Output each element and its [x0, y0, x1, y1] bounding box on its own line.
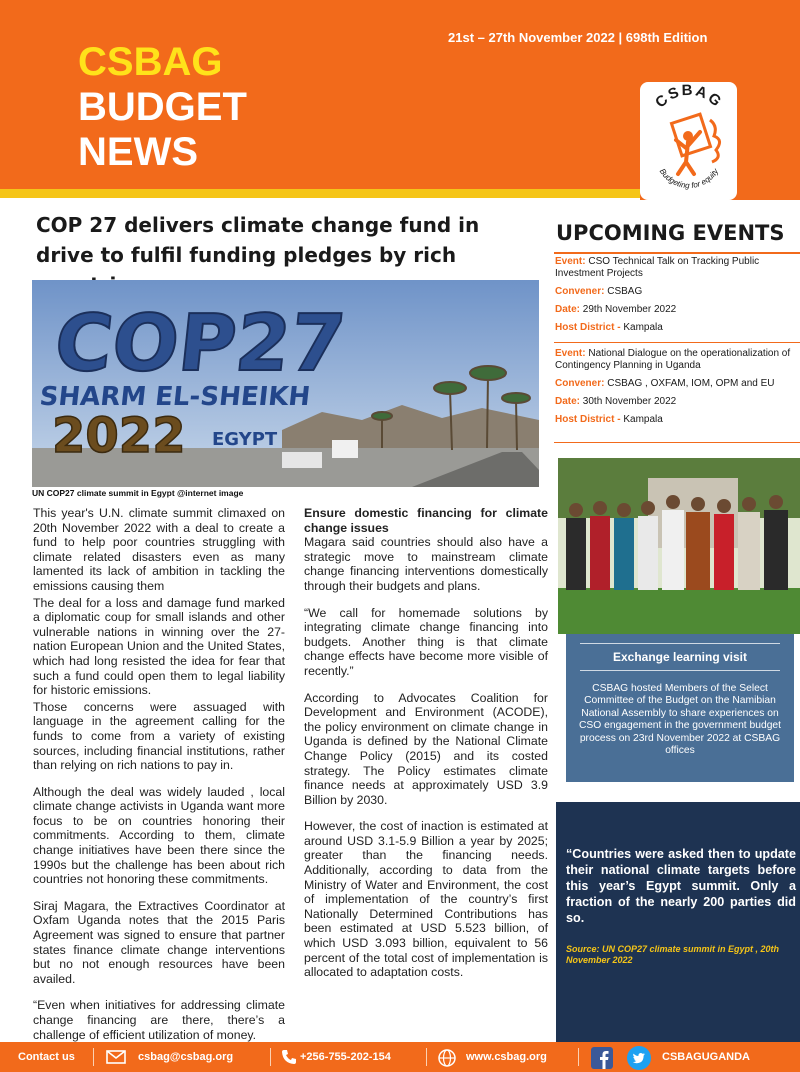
event-label: Event:	[555, 256, 586, 267]
cop27-photo	[32, 280, 539, 487]
facebook-icon[interactable]	[591, 1047, 613, 1069]
masthead-line-news: NEWS	[78, 130, 198, 174]
article-paragraph: “We call for homemade solutions by integrating climate change financing into budgets. Another thing is that climate change effects have become more visible of recently.”	[304, 605, 548, 678]
event-name: CSO Technical Talk on Tracking Public Investment Projects	[555, 256, 760, 279]
pull-quote: “Countries were asked then to update their national climate targets before this year’s Egypt summit. Only a fraction of the nearly 200 parties did so.	[566, 847, 796, 925]
article-paragraph: According to Advocates Coalition for Development and Environment (ACODE), the policy environment on climate change in Uganda is defined by the National Climate Change Policy (2015) and its costed strategy. The Policy estimates climate finance needs at approximately USD 3.9 Billion by 2030.	[304, 690, 548, 807]
article-paragraph: Magara said countries should also have a strategic move to mainstream climate change financing interventions domestically through their budgets and plans.	[304, 535, 548, 593]
csbag-logo	[640, 82, 737, 200]
svg-text:Budgeting for equity: Budgeting for equity	[657, 166, 721, 191]
event-convener: CSBAG , OXFAM, IOM, OPM and EU	[607, 378, 775, 389]
convener-label: Convener:	[555, 286, 605, 297]
article-paragraph: The deal for a loss and damage fund marked a diplomatic coup for small islands and other vulnerable nations in winning over the 27-nation European Union and the United States, which had long resisted the idea for fear that such a fund could open them to legal liability for historic emissions.	[33, 595, 285, 698]
exchange-visit-photo	[558, 458, 800, 634]
globe-icon	[437, 1048, 457, 1068]
website-link[interactable]: www.csbag.org	[466, 1051, 547, 1063]
article-paragraph: Siraj Magara, the Extractives Coordinator at Oxfam Uganda notes that the 2015 Paris Agreement was signed to ensure that partner states finance climate change interventions but no not enough resources have been availed.	[33, 898, 285, 986]
svg-text:COP27: COP27	[50, 298, 350, 389]
email-icon	[106, 1048, 126, 1066]
contact-label: Contact us	[18, 1051, 75, 1063]
footer-separator	[270, 1048, 271, 1066]
article-column-middle	[304, 506, 548, 992]
svg-text:SHARM EL-SHEIKH: SHARM EL-SHEIKH	[38, 382, 312, 412]
edition-date: 21st – 27th November 2022 | 698th Edition	[448, 30, 708, 45]
event-district: Kampala	[623, 414, 663, 425]
convener-label: Convener:	[555, 378, 605, 389]
csbag-logo-icon	[640, 82, 737, 200]
contact-footer	[0, 1042, 800, 1072]
exchange-rule-bottom	[580, 670, 780, 671]
masthead-line-csbag: CSBAG	[78, 40, 223, 84]
social-handle[interactable]: CSBAGUGANDA	[662, 1051, 750, 1063]
masthead-line-budget: BUDGET	[78, 85, 247, 129]
contact-phone[interactable]: +256-755-202-154	[300, 1051, 391, 1063]
article-subheading: Ensure domestic financing for climate change issues	[304, 506, 548, 535]
date-label: Date:	[555, 396, 581, 407]
masthead-yellow-stripe	[0, 189, 640, 198]
upcoming-events-title: UPCOMING EVENTS	[556, 221, 785, 245]
quote-box	[556, 802, 800, 1042]
event-date: 30th November 2022	[582, 396, 677, 407]
district-label: Host District -	[555, 414, 621, 425]
footer-separator	[93, 1048, 94, 1066]
article-paragraph: However, the cost of inaction is estimated at around USD 3.1-5.9 Billion a year by 2025; greater than the financing needs. Additionally, according to data from the Ministry of Water and Environment, the cost of implementation of the country’s first Nationally Determined Contributions has been estimated at USD 5.523 billion, of which USD 3.093 billion, equivalent to 56 percent of the total cost of implementation is allocated to adaptation costs.	[304, 819, 548, 980]
article-column-left	[33, 506, 285, 1054]
cop27-photo-illustration	[32, 280, 539, 487]
exchange-visit-box	[566, 634, 794, 782]
footer-separator	[426, 1048, 427, 1066]
svg-text:2022: 2022	[52, 408, 186, 464]
article-paragraph: Although the deal was widely lauded , local climate change activists in Uganda want more focus to be on countries honoring their commitments. According to them, climate change initiatives have been there since the 1990s but the challenge has been about rich countries not honoring these commitments.	[33, 784, 285, 887]
group-photo-illustration	[558, 458, 800, 634]
exchange-rule-top	[580, 643, 780, 644]
event-date: 29th November 2022	[582, 304, 677, 315]
phone-icon	[280, 1048, 298, 1066]
article-paragraph: “Even when initiatives for addressing climate change financing are there, there’s a challenge of efficient utilization of money.	[33, 998, 285, 1042]
article-paragraph: Those concerns were assuaged with language in the agreement calling for the funds to come from a variety of existing sources, including financial institutions, rather than relying on rich nations to pay in.	[33, 699, 285, 773]
contact-email-link[interactable]: csbag@csbag.org	[138, 1051, 234, 1063]
event-card	[555, 256, 795, 340]
twitter-icon[interactable]	[627, 1046, 651, 1070]
district-label: Host District -	[555, 322, 621, 333]
article-paragraph: This year's U.N. climate summit climaxed on 20th November 2022 with a deal to create a fund to help poor countries struggling with climate related disasters even as many lamented its lack of ambition in tackling the emissions causing them	[33, 506, 285, 593]
event-name: National Dialogue on the operationalization of Contingency Planning in Uganda	[555, 348, 791, 371]
exchange-title: Exchange learning visit	[612, 650, 748, 664]
event-divider	[554, 342, 800, 343]
masthead-title	[78, 40, 247, 175]
footer-separator	[578, 1048, 579, 1066]
masthead-white-stripe	[0, 198, 640, 202]
event-divider	[554, 442, 800, 443]
event-label: Event:	[555, 348, 586, 359]
photo-caption: UN COP27 climate summit in Egypt @internet image	[32, 488, 244, 498]
event-district: Kampala	[623, 322, 663, 333]
event-card	[555, 348, 795, 432]
date-label: Date:	[555, 304, 581, 315]
events-divider	[554, 252, 800, 254]
event-convener: CSBAG	[607, 286, 643, 297]
quote-source: Source: UN COP27 climate summit in Egypt , 20th November 2022	[566, 944, 780, 965]
article-headline: COP 27 delivers climate change fund in drive to fulfil funding pledges by rich	[36, 213, 480, 267]
exchange-text: CSBAG hosted Members of the Select Committee of the Budget on the Namibian National Assembly to share experiences on CSO engagement in the government budget process on 23rd November 2022 at CSBAG offices	[578, 683, 782, 757]
svg-text:CSBAG: CSBAG	[652, 82, 726, 112]
svg-text:EGYPT: EGYPT	[212, 429, 278, 450]
